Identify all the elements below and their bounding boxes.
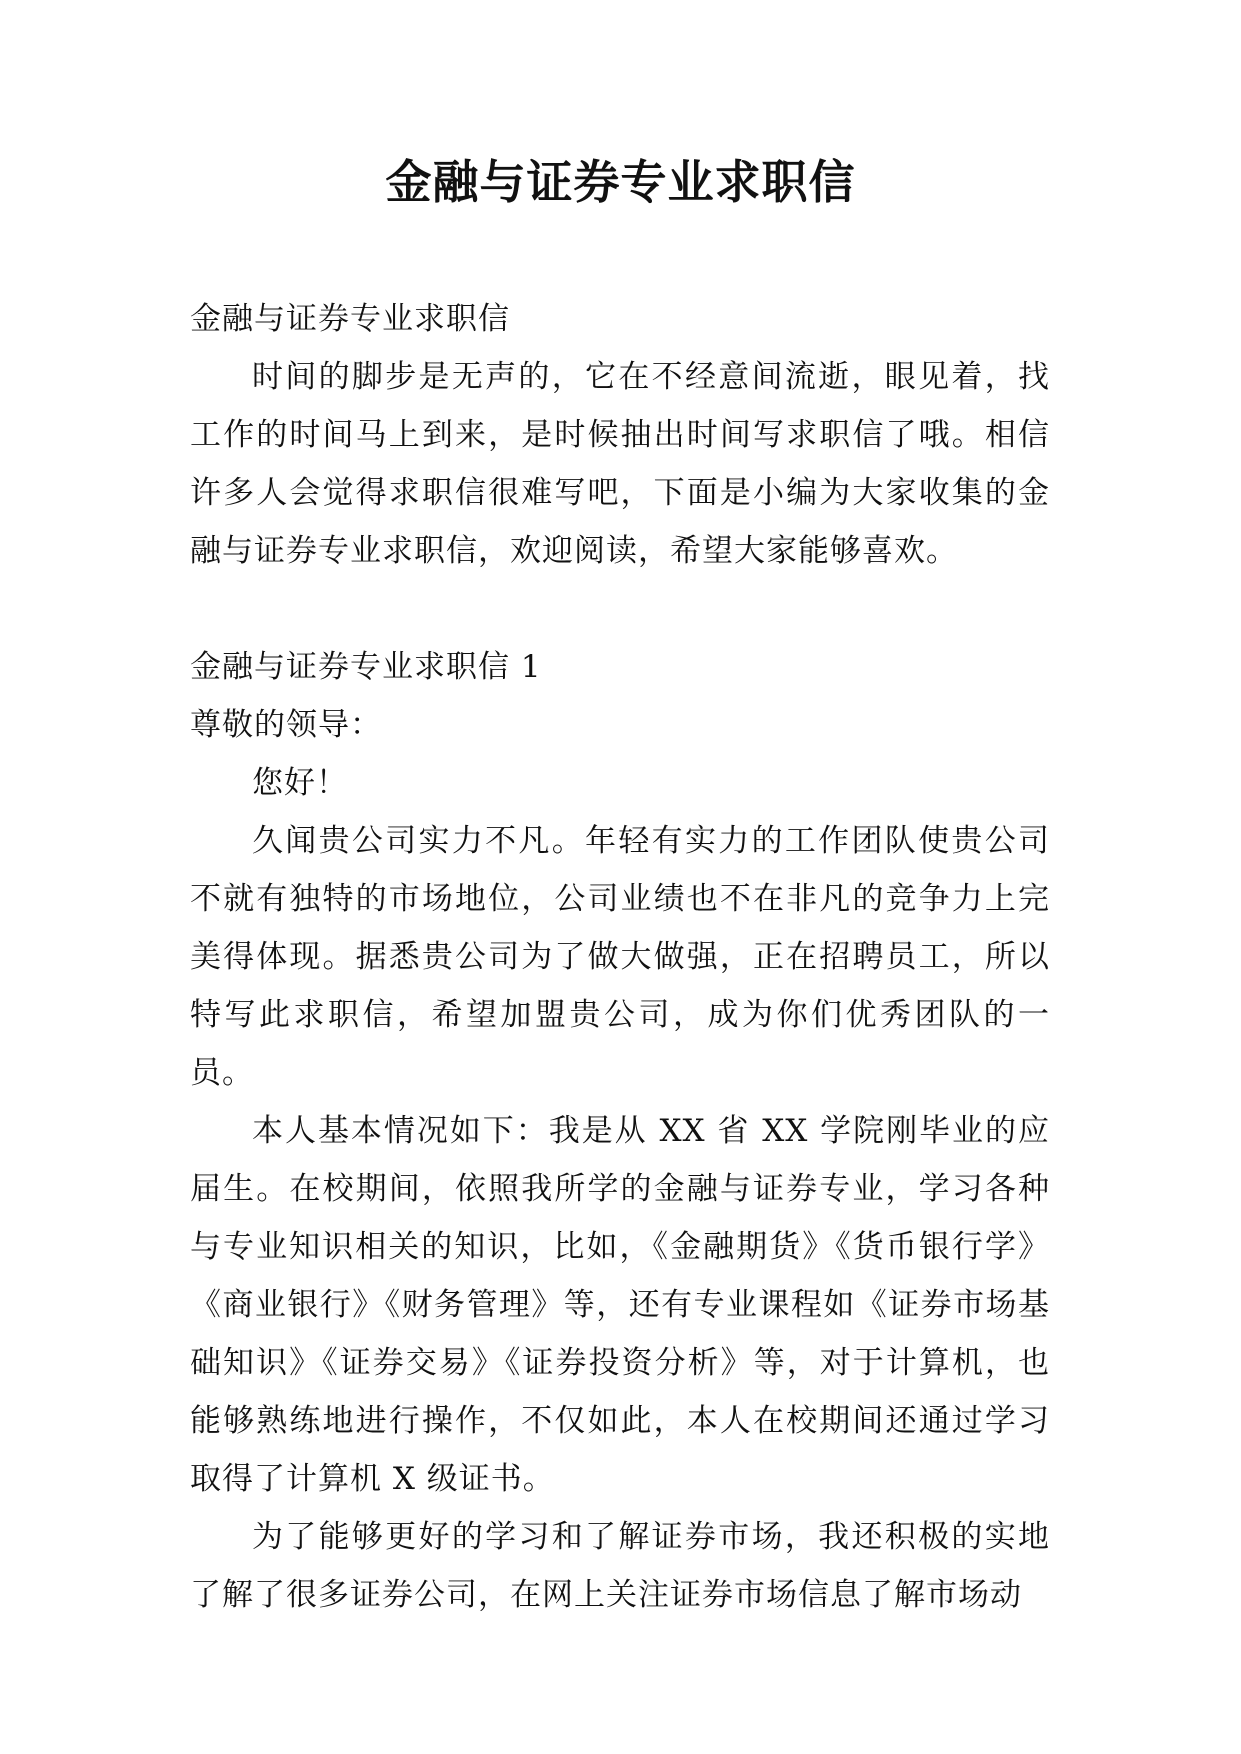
- subtitle: 金融与证券专业求职信: [190, 301, 510, 337]
- salutation: 尊敬的领导：: [190, 707, 382, 743]
- intro-paragraph: 时间的脚步是无声的，它在不经意间流逝，眼见着，找工作的时间马上到来，是时候抽出时间写求职信了哦。相信许多人会觉得求职信很难写吧，下面是小编为大家收集的金融与证券专业求职信，欢迎阅读，希望大家能够喜欢。: [190, 359, 1050, 569]
- document-title: 金融与证券专业求职信: [385, 155, 856, 209]
- greeting: 您好！: [252, 765, 348, 801]
- paragraph-spacer: [190, 580, 1050, 638]
- body-paragraph: 本人基本情况如下：我是从 XX 省 XX 学院刚毕业的应届生。在校期间，依照我所学的金融与证券专业，学习各种与专业知识相关的知识，比如，《金融期货》《货币银行学》《商业银行》《财务管理》等，还有专业课程如《证券市场基础知识》《证券交易》《证券投资分析》等，对于计算机，也能够熟练地进行操作，不仅如此，本人在校期间还通过学习取得了计算机 X 级证书。: [190, 1113, 1050, 1497]
- body-paragraph: 久闻贵公司实力不凡。年轻有实力的工作团队使贵公司不就有独特的市场地位，公司业绩也不在非凡的竞争力上完美得体现。据悉贵公司为了做大做强，正在招聘员工，所以特写此求职信，希望加盟贵公司，成为你们优秀团队的一员。: [190, 823, 1050, 1091]
- section-heading: 金融与证券专业求职信 1: [190, 649, 542, 685]
- body-paragraph: 为了能够更好的学习和了解证券市场，我还积极的实地了解了很多证券公司，在网上关注证券市场信息了解市场动: [190, 1519, 1050, 1613]
- document-body: [190, 290, 1050, 1624]
